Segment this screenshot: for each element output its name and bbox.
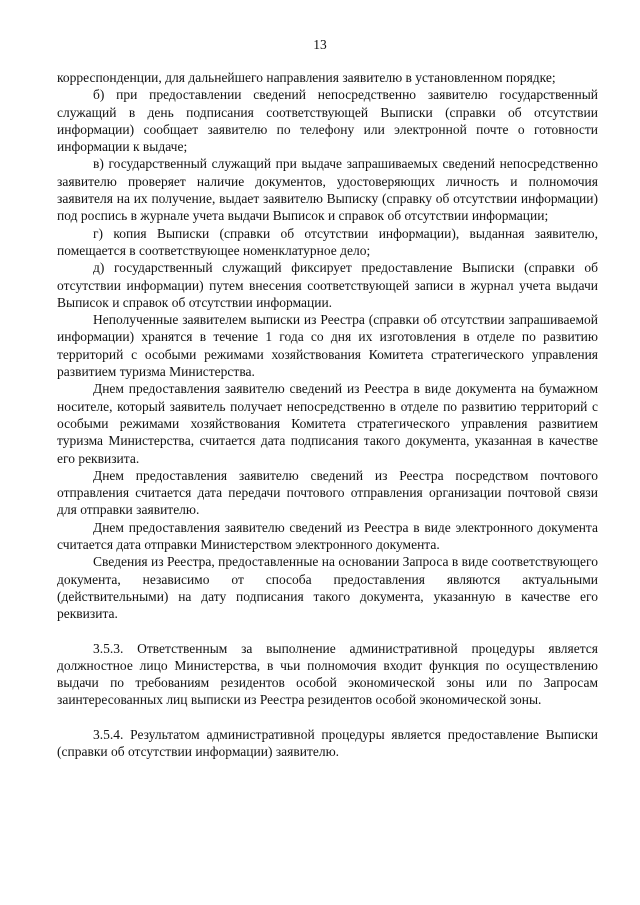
paragraph-item-d: д) государственный служащий фиксирует предоставление Выписки (справки об отсутствии информации) путем внесения соответствующей записи в журнал учета выдачи Выписок и справок об отсутствии информации. (57, 260, 598, 310)
paragraph-validity: Сведения из Реестра, предоставленные на основании Запроса в виде соответствующего документа, независимо от способа предоставления являются актуальными (действительными) на дату подписания такого документа, указанную в качестве его реквизита. (57, 554, 598, 622)
section-3-5-3: 3.5.3. Ответственным за выполнение административной процедуры является должностное лицо Министерства, в чьи полномочия входит функция по осуществлению выдачи по требованиям резидентов особой экономической зоны или по Запросам заинтересованных лиц выписки из Реестра резидентов особой экономической зоны. (57, 640, 598, 708)
paragraph-storage-term: Неполученные заявителем выписки из Реестра (справки об отсутствии запрашиваемой информации) хранятся в течение 1 года со дня их изготовления в отделе по развитию территорий с особыми режимами хозяйствования Комитета стратегического управления развитием туризма Министерства. (57, 312, 598, 380)
paragraph-item-g: г) копия Выписки (справки об отсутствии информации), выданная заявителю, помещается в соответствующее номенклатурное дело; (57, 225, 598, 258)
paragraph-paper-delivery-date: Днем предоставления заявителю сведений из Реестра в виде документа на бумажном носителе, который заявитель получает непосредственно в отделе по развитию территорий с особыми режимами хозяйствования Комитета стратегического управления развитием туризма Министерства, считается дата подписания такого документа, указанная в качестве его реквизита. (57, 381, 598, 466)
page-number: 13 (313, 37, 327, 52)
paragraph-electronic-delivery-date: Днем предоставления заявителю сведений из Реестра в виде электронного документа считается дата отправки Министерством электронного документа. (57, 519, 598, 553)
document-body (57, 69, 598, 760)
paragraph-item-v: в) государственный служащий при выдаче запрашиваемых сведений непосредственно заявителю проверяет наличие документов, удостоверяющих личность и полномочия заявителя на их получение, выдает заявителю Выписку (справку об отсутствии информации) под роспись в журнале учета выдачи Выписок и справок об отсутствии информации; (57, 156, 598, 224)
paragraph-postal-delivery-date: Днем предоставления заявителю сведений из Реестра посредством почтового отправления считается дата передачи почтового отправления организации почтовой связи для отправки заявителю. (57, 467, 598, 518)
paragraph-continuation: корреспонденции, для дальнейшего направления заявителю в установленном порядке; (57, 70, 556, 85)
section-3-5-4: 3.5.4. Результатом административной процедуры является предоставление Выписки (справки об отсутствии информации) заявителю. (57, 726, 598, 759)
paragraph-item-b: б) при предоставлении сведений непосредственно заявителю государственный служащий в день подписания соответствующей Выписки (справки об отсутствии информации) сообщает заявителю по телефону или электронной почте о готовности информации к выдаче; (57, 87, 598, 155)
